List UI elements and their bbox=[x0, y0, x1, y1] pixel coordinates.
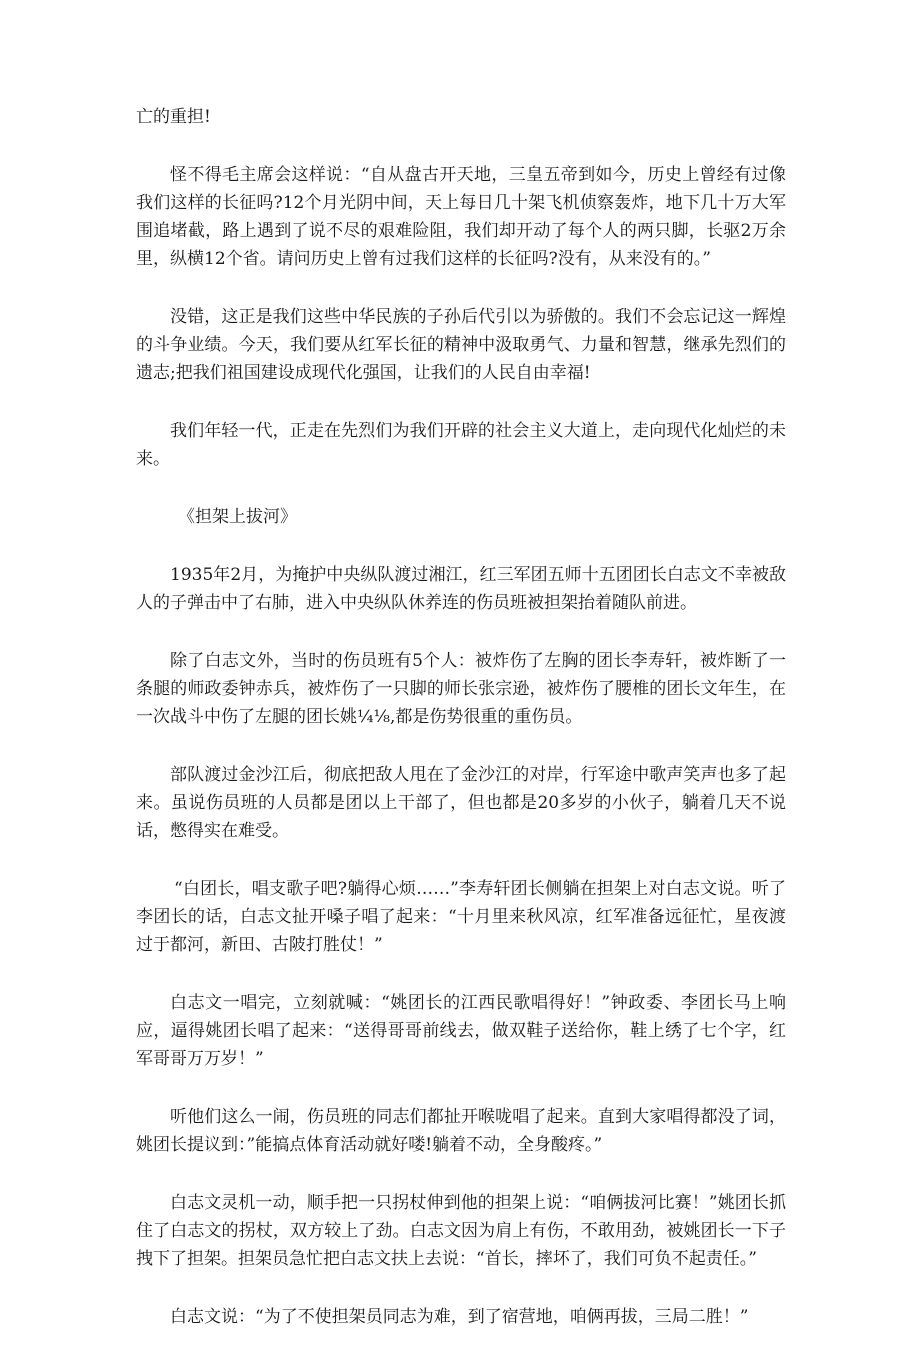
paragraph-rematch: 白志文说：“为了不使担架员同志为难，到了宿营地，咱俩再拔，三局二胜！” bbox=[170, 1307, 749, 1327]
paragraph-wounded-squad: 除了白志文外，当时的伤员班有5个人：被炸伤了左胸的团长李寿轩，被炸断了一条腿的师政委钟赤兵，被炸伤了一只脚的师长张宗逊，被炸伤了腰椎的团长文年生，在一次战斗中伤了左腿的团长姚¼⅛,都是伤势很重的重伤员。 bbox=[136, 651, 786, 727]
paragraph-yao-sings: 白志文一唱完，立刻就喊：“姚团长的江西民歌唱得好！”钟政委、李团长马上响应，逼得姚团长唱了起来：“送得哥哥前线去，做双鞋子送给你，鞋上绣了七个字，红军哥哥万万岁！” bbox=[136, 993, 786, 1069]
paragraph-pride: 没错，这正是我们这些中华民族的子孙后代引以为骄傲的。我们不会忘记这一辉煌的斗争业绩。今天，我们要从红军长征的精神中汲取勇气、力量和智慧，继承先烈们的遗志;把我们祖国建设成现代化强国，让我们的人民自由幸福! bbox=[136, 307, 786, 383]
paragraph-tug-of-war: 白志文灵机一动，顺手把一只拐杖伸到他的担架上说：“咱俩拔河比赛！”姚团长抓住了白志文的拐杖，双方较上了劲。白志文因为肩上有伤，不敢用劲，被姚团长一下子拽下了担架。担架员急忙把白志文扶上去说：“首长，摔坏了，我们可负不起责任。” bbox=[136, 1193, 786, 1269]
paragraph-mao-quote: 怪不得毛主席会这样说：“自从盘古开天地，三皇五帝到如今，历史上曾经有过像我们这样的长征吗?12个月光阴中间，天上每日几十架飞机侦察轰炸，地下几十万大军围追堵截，路上遇到了说不尽的艰难险阻，我们却开动了每个人的两只脚，长驱2万余里，纵横12个省。请问历史上曾有过我们这样的长征吗?没有，从来没有的。” bbox=[136, 165, 786, 269]
paragraph-sing-request: “白团长，唱支歌子吧?躺得心烦……”李寿轩团长侧躺在担架上对白志文说。听了李团长的话，白志文扯开嗓子唱了起来：“十月里来秋风凉，红军准备远征忙，星夜渡过于都河，新田、古陂打胜仗！” bbox=[136, 879, 786, 955]
paragraph-jinsha-river: 部队渡过金沙江后，彻底把敌人甩在了金沙江的对岸，行军途中歌声笑声也多了起来。虽说伤员班的人员都是团以上干部了，但也都是20多岁的小伙子，躺着几天不说话，憋得实在难受。 bbox=[136, 765, 786, 841]
article-body bbox=[136, 103, 786, 1361]
paragraph-all-sing: 听他们这么一闹，伤员班的同志们都扯开喉咙唱了起来。直到大家唱得都没了词，姚团长提议到：”能搞点体育活动就好喽!躺着不动，全身酸疼。” bbox=[136, 1107, 786, 1155]
story-title: 《担架上拔河》 bbox=[178, 507, 297, 527]
paragraph-continuation: 亡的重担! bbox=[136, 107, 211, 127]
paragraph-1935: 1935年2月，为掩护中央纵队渡过湘江，红三军团五师十五团团长白志文不幸被敌人的子弹击中了右肺，进入中央纵队休养连的伤员班被担架抬着随队前进。 bbox=[136, 565, 786, 613]
paragraph-young-generation: 我们年轻一代，正走在先烈们为我们开辟的社会主义大道上，走向现代化灿烂的未来。 bbox=[136, 421, 786, 469]
